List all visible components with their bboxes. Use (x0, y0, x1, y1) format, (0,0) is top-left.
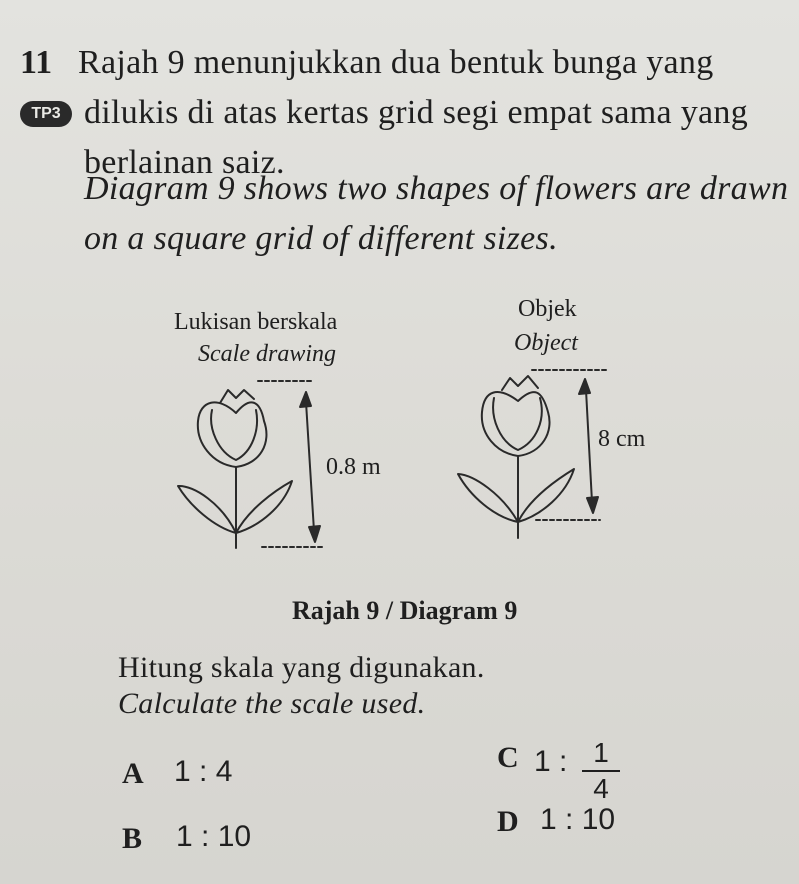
option-b-value: 1 : 10 (176, 820, 252, 853)
prompt-english: Calculate the scale used. (118, 687, 426, 720)
scale-drawing-label-malay: Lukisan berskala (174, 309, 338, 335)
object-height-label: 8 cm (598, 426, 646, 452)
fraction-bar (582, 770, 620, 772)
prompt-malay: Hitung skala yang digunakan. (118, 651, 485, 684)
option-a-letter: A (122, 757, 144, 790)
question-text-malay-2: dilukis di atas kertas grid segi empat sama yang (84, 94, 749, 131)
question-text-english-1: Diagram 9 shows two shapes of flowers are drawn (84, 170, 789, 207)
option-d-value: 1 : 10 (540, 803, 616, 836)
question-text-malay-1: Rajah 9 menunjukkan dua bentuk bunga yang (78, 44, 714, 81)
question-text-malay-3: berlainan saiz. (84, 144, 285, 181)
option-c-prefix: 1 : (534, 745, 568, 778)
option-d-letter: D (497, 805, 519, 838)
option-a-value: 1 : 4 (174, 755, 233, 788)
option-b-letter: B (122, 822, 143, 855)
question-text-english-2: on a square grid of different sizes. (84, 220, 558, 257)
tp-level-badge: TP3 (20, 101, 72, 127)
option-c-letter: C (497, 741, 519, 774)
option-c-denominator: 4 (593, 773, 609, 804)
option-c-numerator: 1 (593, 737, 609, 768)
scale-height-label: 0.8 m (326, 454, 381, 480)
diagram-caption: Rajah 9 / Diagram 9 (292, 596, 518, 625)
object-label-english: Object (514, 330, 578, 356)
object-label-malay: Objek (518, 296, 577, 322)
scale-drawing-flower (178, 381, 322, 548)
object-flower (458, 370, 606, 538)
question-number: 11 (20, 44, 53, 81)
scale-drawing-label-english: Scale drawing (198, 341, 336, 367)
option-c-fraction (576, 738, 626, 804)
